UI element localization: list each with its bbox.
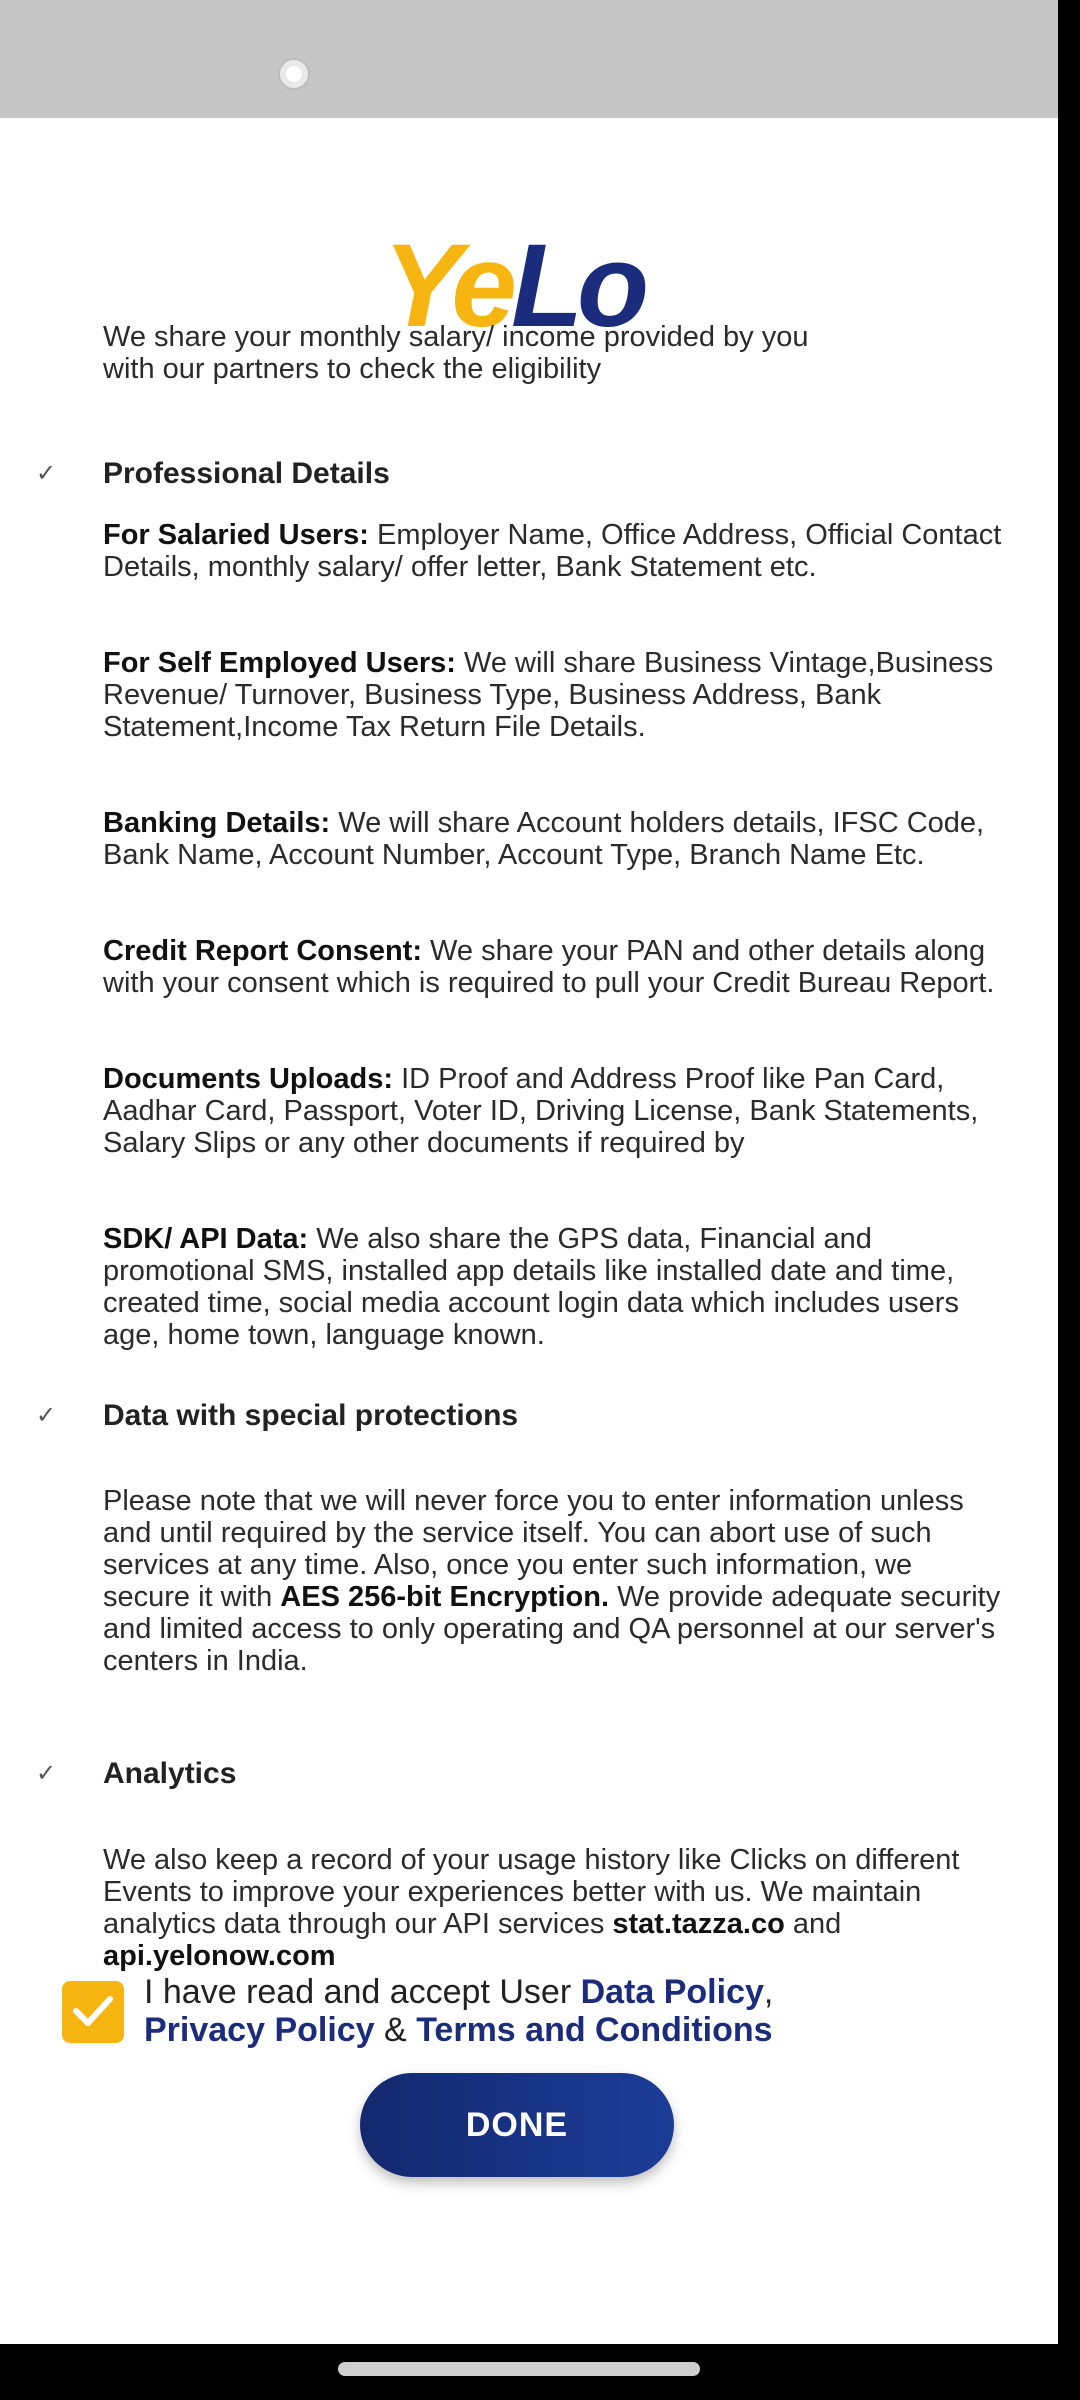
credit-report-text: Credit Report Consent: We share your PAN and other details along with your consent which is required to pull your Credit Bureau Report. <box>103 935 995 999</box>
check-icon: ✓ <box>36 1402 57 1429</box>
analytics-text: We also keep a record of your usage history like Clicks on different Events to improve your experiences better with us. We maintain analytics data through our API services stat.tazza.co and api.yelonow.com <box>103 1844 960 1972</box>
consent-text: I have read and accept User Data Policy, Privacy Policy & Terms and Conditions <box>144 1973 774 2049</box>
special-protections-text: Please note that we will never force you to enter information unless and until required by the service itself. You can abort use of such services at any time. Also, once you enter such information, we secure it with AES 256-bit Encryption. We provide adequate security and limited access to only operating and QA personnel at our server's centers in India. <box>103 1485 1001 1677</box>
intro-text: We share your monthly salary/ income provided by you with our partners to check the eligibility <box>103 321 809 385</box>
stat-link[interactable]: stat.tazza.co <box>612 1908 785 1940</box>
record-indicator-icon <box>278 58 310 90</box>
banking-details-text: Banking Details: We will share Account holders details, IFSC Code, Bank Name, Account Number, Account Type, Branch Name Etc. <box>103 807 985 871</box>
consent-row <box>62 1973 1002 2063</box>
special-protections-heading: Data with special protections <box>103 1399 519 1432</box>
status-bar <box>0 0 1058 118</box>
done-button[interactable]: DONE <box>360 2073 674 2177</box>
privacy-policy-link[interactable]: Privacy Policy <box>144 2011 375 2049</box>
yelo-logo: YeLo <box>383 220 644 352</box>
home-indicator[interactable] <box>338 2362 700 2376</box>
sdk-api-data-text: SDK/ API Data: We also share the GPS data, Financial and promotional SMS, installed app details like installed date and time, created time, social media account login data which includes users age, home town, language known. <box>103 1223 959 1351</box>
salaried-users-text: For Salaried Users: Employer Name, Office Address, Official Contact Details, monthly salary/ offer letter, Bank Statement etc. <box>103 519 1002 583</box>
self-employed-text: For Self Employed Users: We will share Business Vintage,Business Revenue/ Turnover, Business Type, Business Address, Bank Statement,Income Tax Return File Details. <box>103 647 994 743</box>
api-link[interactable]: api.yelonow.com <box>103 1940 336 1972</box>
check-icon: ✓ <box>36 1760 57 1787</box>
professional-details-heading: Professional Details <box>103 457 390 490</box>
analytics-heading: Analytics <box>103 1757 237 1790</box>
checkmark-icon <box>72 1993 114 2029</box>
accept-checkbox[interactable] <box>62 1981 124 2043</box>
documents-uploads-text: Documents Uploads: ID Proof and Address Proof like Pan Card, Aadhar Card, Passport, Voter ID, Driving License, Bank Statements, Salary Slips or any other documents if required by <box>103 1063 979 1159</box>
check-icon: ✓ <box>36 460 57 487</box>
terms-link[interactable]: Terms and Conditions <box>416 2011 773 2049</box>
data-policy-link[interactable]: Data Policy <box>580 1973 764 2011</box>
